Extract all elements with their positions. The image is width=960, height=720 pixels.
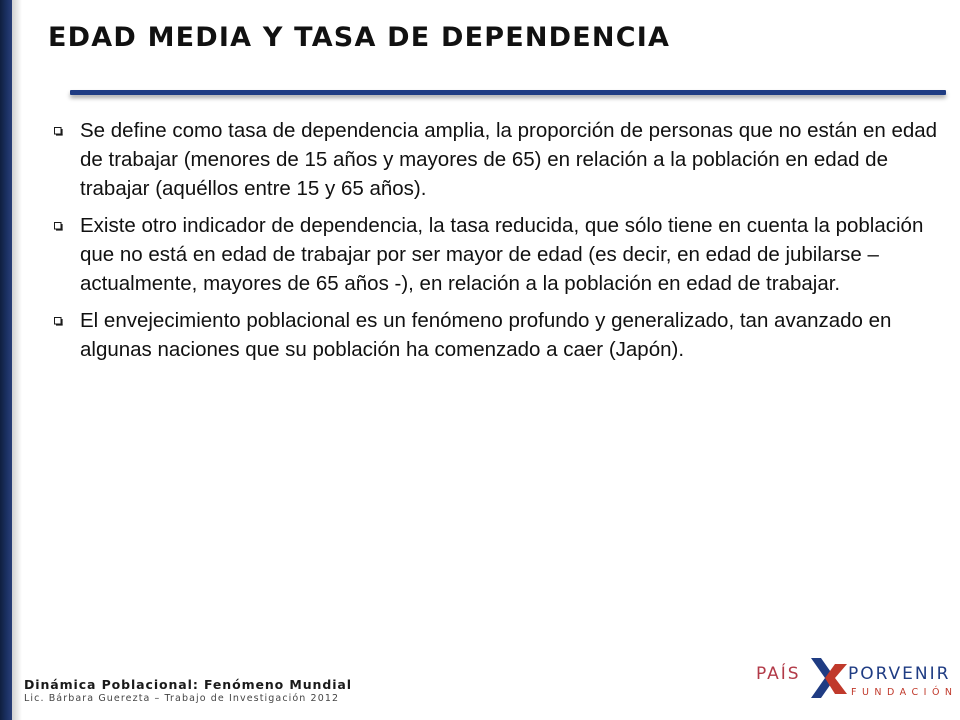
bullet-text: Existe otro indicador de dependencia, la tasa reducida, que sólo tiene en cuenta la población que no está en edad de trabajar por ser mayor de edad (es decir, en edad de jubilarse – actualmente, mayores de 65 años -), en relación a la población en edad de trabajar. (80, 214, 924, 295)
footer-title: Dinámica Poblacional: Fenómeno Mundial (24, 677, 352, 692)
bullet-item (52, 211, 940, 298)
pais-porvenir-logo (756, 656, 958, 702)
bullet-item (52, 306, 940, 364)
bullet-list (52, 116, 940, 372)
square-bullet-icon (54, 222, 63, 231)
footer-subtitle: Lic. Bárbara Guerezta – Trabajo de Investigación 2012 (24, 693, 340, 704)
logo-tagline: FUNDACIÓN (851, 687, 958, 698)
logo-word-left: PAÍS (756, 664, 801, 684)
left-accent-bar (0, 0, 12, 720)
bullet-text: Se define como tasa de dependencia amplia, la proporción de personas que no están en edad de trabajar (menores de 15 años y mayores de 65) en relación a la población en edad de trabajar (aquéllos entre 15 y 65 años). (80, 119, 938, 200)
bullet-item (52, 116, 940, 203)
square-bullet-icon (54, 127, 63, 136)
square-bullet-icon (54, 317, 63, 326)
footer (24, 677, 352, 704)
left-bar-shadow (12, 0, 22, 720)
title-underline (70, 90, 946, 95)
x-mark-icon (809, 656, 849, 700)
slide-title: EDAD MEDIA Y TASA DE DEPENDENCIA (48, 22, 671, 53)
bullet-text: El envejecimiento poblacional es un fenómeno profundo y generalizado, tan avanzado en algunas naciones que su población ha comenzado a caer (Japón). (80, 309, 892, 361)
logo-word-right: PORVENIR (848, 664, 951, 684)
